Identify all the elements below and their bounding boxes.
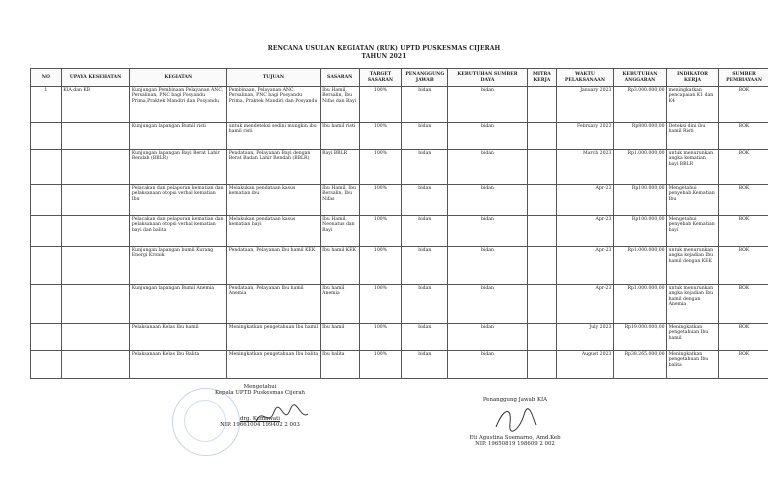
table-cell: Apr-23 — [557, 185, 614, 216]
table-cell: 100% — [359, 351, 402, 379]
signature-block-head — [190, 384, 330, 428]
table-cell — [31, 247, 62, 285]
sign-right-caption: Penanggung Jawab KIA — [482, 397, 548, 403]
table-row — [31, 351, 768, 379]
table-cell — [527, 123, 557, 150]
table-cell — [527, 87, 557, 123]
table-cell — [61, 285, 130, 324]
table-cell: bidan — [448, 247, 527, 285]
document-title: RENCANA USULAN KEGIATAN (RUK) UPTD PUSKESMAS CIJERAH — [267, 45, 501, 52]
column-header: NO — [31, 69, 62, 87]
table-cell: Pelacakan dan pelaporan kematian dan pelaksanaan otopsi verbal kematian bayi dan balita — [130, 216, 227, 247]
column-header: PENANGGUNG JAWAB — [402, 69, 448, 87]
table-cell — [527, 247, 557, 285]
table-row — [31, 150, 768, 185]
table-cell: 100% — [359, 150, 402, 185]
table-cell: Pendataan, Pelayanan Bayi dengan Berat Badan Lahir Rendah (BBLR) — [227, 150, 320, 185]
table-cell — [61, 185, 130, 216]
kia-signature — [490, 405, 540, 433]
table-cell: 1 — [31, 87, 62, 123]
table-cell: March 2023 — [557, 150, 614, 185]
table-cell: Ibu hamil risti — [320, 123, 359, 150]
table-row — [31, 216, 768, 247]
sign-left-caption1: Mengetahui — [243, 384, 277, 390]
table-cell: Melakukan pendataan kasus kematian bayi — [227, 216, 320, 247]
table-cell: Rp100.000,00 — [613, 216, 666, 247]
table-cell: Ibu balita — [320, 351, 359, 379]
ruk-table — [30, 68, 768, 379]
table-cell: Mengetahui penyebab Kematian Ibu — [667, 185, 719, 216]
table-cell: Rp19.000.000,00 — [613, 324, 666, 351]
table-cell: BOK — [719, 351, 768, 379]
column-header: KEBUTUHAN SUMBER DAYA — [448, 69, 527, 87]
table-cell: Meningkatkan pengetahuan Ibu balita — [227, 351, 320, 379]
signature-block-kia — [450, 397, 580, 447]
table-cell: Deteksi dini ibu hamil Risti — [667, 123, 719, 150]
table-cell: 100% — [359, 324, 402, 351]
table-row — [31, 185, 768, 216]
table-cell: bidan — [448, 285, 527, 324]
table-cell: bidan — [448, 216, 527, 247]
table-cell: BOK — [719, 87, 768, 123]
sign-left-name: drg. Kemawati — [239, 416, 281, 422]
table-cell: August 2023 — [557, 351, 614, 379]
table-cell: bidan — [402, 216, 448, 247]
table-cell: Pembinaan, Pelayanan ANC, Persalinan, PNC bagi Posyandu Prima, Praktek Mandiri dan Posyandu — [227, 87, 320, 123]
table-cell: bidan — [448, 150, 527, 185]
table-cell: Pelaksanaan Kelas Ibu Balita — [130, 351, 227, 379]
table-cell: bidan — [448, 185, 527, 216]
table-row — [31, 247, 768, 285]
table-cell: bidan — [448, 123, 527, 150]
column-header: MITRA KERJA — [527, 69, 557, 87]
table-cell — [31, 324, 62, 351]
table-cell — [527, 324, 557, 351]
table-cell: Meningkatkan pengetahuan Ibu hamil — [667, 324, 719, 351]
table-cell: BOK — [719, 123, 768, 150]
table-cell: Pelacakan dan pelaporan kematian dan pelaksanaan otopsi verbal kematian Ibu — [130, 185, 227, 216]
table-cell: Meningkatkan pengetahuan Ibu hamil — [227, 324, 320, 351]
table-cell: Ibu hamil KEK — [320, 247, 359, 285]
table-cell: meningkatkan pencapaian K1 dan K4 — [667, 87, 719, 123]
table-cell: Ibu Hamil, Ibu Bersalin, Ibu Nifas — [320, 185, 359, 216]
table-cell: Rp1.000.000,00 — [613, 285, 666, 324]
column-header: KEGIATAN — [130, 69, 227, 87]
table-cell: bidan — [448, 87, 527, 123]
table-cell: Rp38.265.000,00 — [613, 351, 666, 379]
table-cell: bidan — [402, 150, 448, 185]
table-cell — [31, 216, 62, 247]
table-cell: Ibu hamil Anemia — [320, 285, 359, 324]
table-cell — [61, 351, 130, 379]
table-cell: Mengetahui penyebab Kematian bayi — [667, 216, 719, 247]
table-cell — [31, 123, 62, 150]
table-cell: Melakukan pendataan kasus kematian ibu — [227, 185, 320, 216]
table-cell: Meningkatkan pengetahuan Ibu balita — [667, 351, 719, 379]
table-cell: Apr-23 — [557, 285, 614, 324]
table-cell: Ibu Hamil, Neonatus dan Bayi — [320, 216, 359, 247]
table-cell: July 2023 — [557, 324, 614, 351]
table-cell — [527, 150, 557, 185]
table-cell — [61, 150, 130, 185]
table-cell: untuk menurunkan angka kematian bayi BBLR — [667, 150, 719, 185]
table-cell — [31, 150, 62, 185]
table-cell — [31, 185, 62, 216]
table-cell: Rp800.000,00 — [613, 123, 666, 150]
table-cell: bidan — [402, 285, 448, 324]
table-cell: Rp1.000.000,00 — [613, 150, 666, 185]
table-cell: Kunjungan lapangan bumil Kurang Energi Kronik — [130, 247, 227, 285]
table-cell: 100% — [359, 123, 402, 150]
table-cell: January 2023 — [557, 87, 614, 123]
table-cell: Rp3.000.000,00 — [613, 87, 666, 123]
table-cell: Rp1.000.000,00 — [613, 247, 666, 285]
table-cell: Kunjungan lapangan Bumil Anemia — [130, 285, 227, 324]
column-header: TUJUAN — [227, 69, 320, 87]
table-cell: untuk menurunkan angka kejadian Ibu hamil dengan KEK — [667, 247, 719, 285]
column-header: SUMBER PEMBIAYAAN — [719, 69, 768, 87]
table-cell: 100% — [359, 87, 402, 123]
table-cell: Kunjungan lapangan Bumil risti — [130, 123, 227, 150]
column-header: UPAYA KESEHATAN — [61, 69, 130, 87]
table-cell: Apr-23 — [557, 247, 614, 285]
table-row — [31, 87, 768, 123]
table-cell — [527, 185, 557, 216]
table-cell: bidan — [402, 185, 448, 216]
table-cell: Kunjungan lapangan Bayi Berat Lahir Rendah (BBLR) — [130, 150, 227, 185]
table-cell: bidan — [402, 247, 448, 285]
table-cell: bidan — [448, 324, 527, 351]
table-cell: BOK — [719, 247, 768, 285]
sign-right-nip: NIP. 19650819 198609 2 002 — [475, 441, 555, 447]
table-cell: 100% — [359, 285, 402, 324]
table-cell: BOK — [719, 185, 768, 216]
sign-left-nip: NIP. 19661004 199402 2 003 — [220, 422, 300, 428]
table-cell: bidan — [402, 324, 448, 351]
table-row — [31, 285, 768, 324]
table-cell: BOK — [719, 285, 768, 324]
table-cell — [61, 123, 130, 150]
table-cell: Rp100.000,00 — [613, 185, 666, 216]
column-header: INDIKATOR KERJA — [667, 69, 719, 87]
table-cell: bidan — [448, 351, 527, 379]
table-cell: untuk menurunkan angka kejadian Ibu hamil dengan Anemia — [667, 285, 719, 324]
table-cell: Bayi BBLR — [320, 150, 359, 185]
sign-right-name: Eti Agustina Soemarno, Amd.Keb — [469, 435, 561, 441]
table-cell: untuk mendeteksi sedini mungkin ibu hamil risti — [227, 123, 320, 150]
table-cell: Kunjungan Pembinaan Pelayanan ANC, Persalinan, PNC bagi Posyandu Prima,Praktek Mandiri dan Posyandu — [130, 87, 227, 123]
table-cell: Pendataan, Pelayanan Ibu hamil Anemia — [227, 285, 320, 324]
table-cell — [61, 324, 130, 351]
table-cell: Ibu Hamil, Bersalin, Ibu Nifas dan Bayi — [320, 87, 359, 123]
table-cell: BOK — [719, 150, 768, 185]
table-cell — [527, 216, 557, 247]
table-cell: bidan — [402, 87, 448, 123]
table-cell — [31, 351, 62, 379]
table-cell: 100% — [359, 216, 402, 247]
table-cell: BOK — [719, 216, 768, 247]
table-row — [31, 123, 768, 150]
table-cell — [61, 247, 130, 285]
table-cell: 100% — [359, 185, 402, 216]
table-cell: BOK — [719, 324, 768, 351]
table-cell — [527, 351, 557, 379]
table-cell: bidan — [402, 351, 448, 379]
head-signature — [252, 402, 312, 432]
table-cell — [61, 216, 130, 247]
column-header: WAKTU PELAKSANAAN — [557, 69, 614, 87]
table-cell: Apr-23 — [557, 216, 614, 247]
table-row — [31, 324, 768, 351]
table-cell: bidan — [402, 123, 448, 150]
column-header: SASARAN — [320, 69, 359, 87]
table-cell: Ibu hamil — [320, 324, 359, 351]
table-cell: Pelaksanaan Kelas Ibu hamil — [130, 324, 227, 351]
table-cell: Pendataan, Pelayanan Ibu hamil KEK — [227, 247, 320, 285]
column-header: TARGET SASARAN — [359, 69, 402, 87]
table-cell: KIA dan KB — [61, 87, 130, 123]
table-cell — [527, 285, 557, 324]
table-cell: February 2023 — [557, 123, 614, 150]
column-header: KEBUTUHAN ANGGARAN — [613, 69, 666, 87]
document-subtitle: TAHUN 2021 — [361, 53, 407, 60]
sign-left-caption2: Kepala UPTD Puskesmas Cijerah — [214, 390, 306, 396]
table-cell — [31, 285, 62, 324]
table-header-row — [31, 69, 768, 87]
table-cell: 100% — [359, 247, 402, 285]
